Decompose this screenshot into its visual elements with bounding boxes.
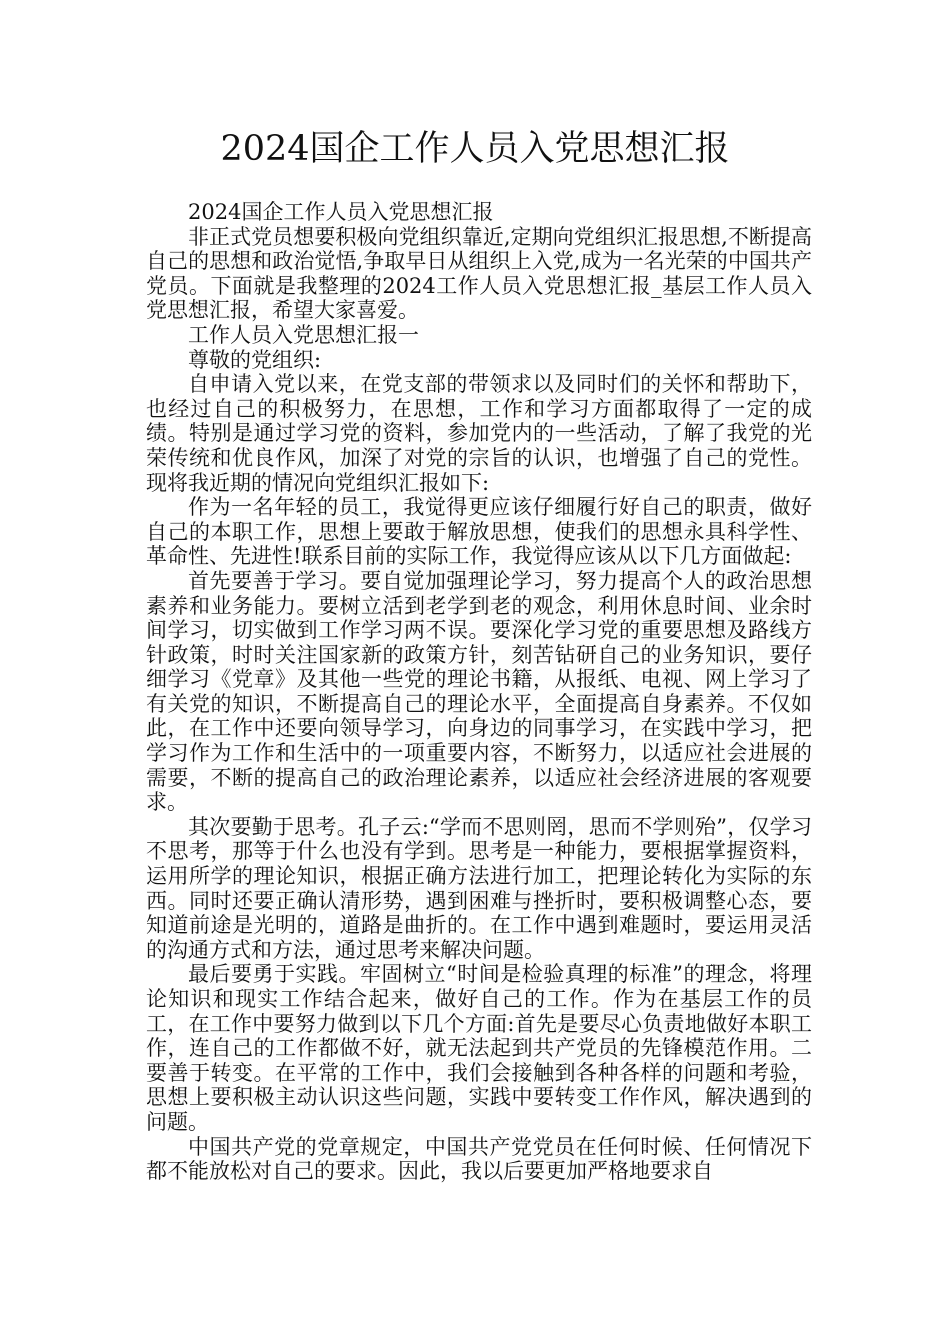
paragraph: 首先要善于学习。要自觉加强理论学习，努力提高个人的政治思想素养和业务能力。要树立活到老学到老的观念，利用休息时间、业余时间学习，切实做到工作学习两不误。要深化学习党的重要思想及路线方针政策，时时关注国家新的政策方针，刻苦钻研自己的业务知识，要仔细学习《党章》及其他一些党的理论书籍，从报纸、电视、网上学习了有关党的知识，不断提高自己的理论水平，全面提高自身素养。不仅如此，在工作中还要向领导学习，向身边的同事学习，在实践中学习，把学习作为工作和生活中的一项重要内容，不断努力，以适应社会进展的需要，不断的提高自己的政治理论素养，以适应社会经济进展的客观要求。 [146, 568, 812, 815]
paragraph: 其次要勤于思考。孔子云:“学而不思则罔，思而不学则殆”，仅学习不思考，那等于什么也没有学到。思考是一种能力，要根据掌握资料，运用所学的理论知识，根据正确方法进行加工，把理论转化为实际的东西。同时还要正确认清形势，遇到困难与挫折时，要积极调整心态，要知道前途是光明的，道路是曲折的。在工作中遇到难题时，要运用灵活的沟通方式和方法，通过思考来解决问题。 [146, 814, 812, 962]
paragraph: 作为一名年轻的员工，我觉得更应该仔细履行好自己的职责，做好自己的本职工作，思想上要敢于解放思想，使我们的思想永具科学性、革命性、先进性!联系目前的实际工作，我觉得应该从以下几方面做起: [146, 495, 812, 569]
paragraph: 工作人员入党思想汇报一 [188, 322, 419, 347]
paragraph: 自申请入党以来，在党支部的带领求以及同时们的关怀和帮助下，也经过自己的积极努力，在思想，工作和学习方面都取得了一定的成绩。特别是通过学习党的资料，参加党内的一些活动，了解了我党的光荣传统和优良作风，加深了对党的宗旨的认识，也增强了自己的党性。现将我近期的情况向党组织汇报如下: [146, 372, 812, 495]
paragraph: 最后要勇于实践。牢固树立“时间是检验真理的标准”的理念，将理论知识和现实工作结合起来，做好自己的工作。作为在基层工作的员工，在工作中要努力做到以下几个方面:首先是要尽心负责地做好本职工作，连自己的工作都做不好，就无法起到共产党员的先锋模范作用。二要善于转变。在平常的工作中，我们会接触到各种各样的问题和考验，思想上要积极主动认识这些问题，实践中要转变工作作风，解决遇到的问题。 [146, 962, 812, 1134]
paragraph: 非正式党员想要积极向党组织靠近,定期向党组织汇报思想,不断提高自己的思想和政治觉悟,争取早日从组织上入党,成为一名光荣的中国共产党员。下面就是我整理的2024工作人员入党思想汇报_基层工作人员入党思想汇报，希望大家喜爱。 [146, 224, 812, 323]
paragraph: 尊敬的党组织: [188, 347, 322, 372]
paragraph: 中国共产党的党章规定，中国共产党党员在任何时候、任何情况下都不能放松对自己的要求。因此，我以后要更加严格地要求自 [146, 1134, 812, 1184]
paragraph: 2024国企工作人员入党思想汇报 [188, 200, 494, 224]
document-title: 2024国企工作人员入党思想汇报 [220, 129, 730, 169]
document-body [146, 200, 812, 1184]
